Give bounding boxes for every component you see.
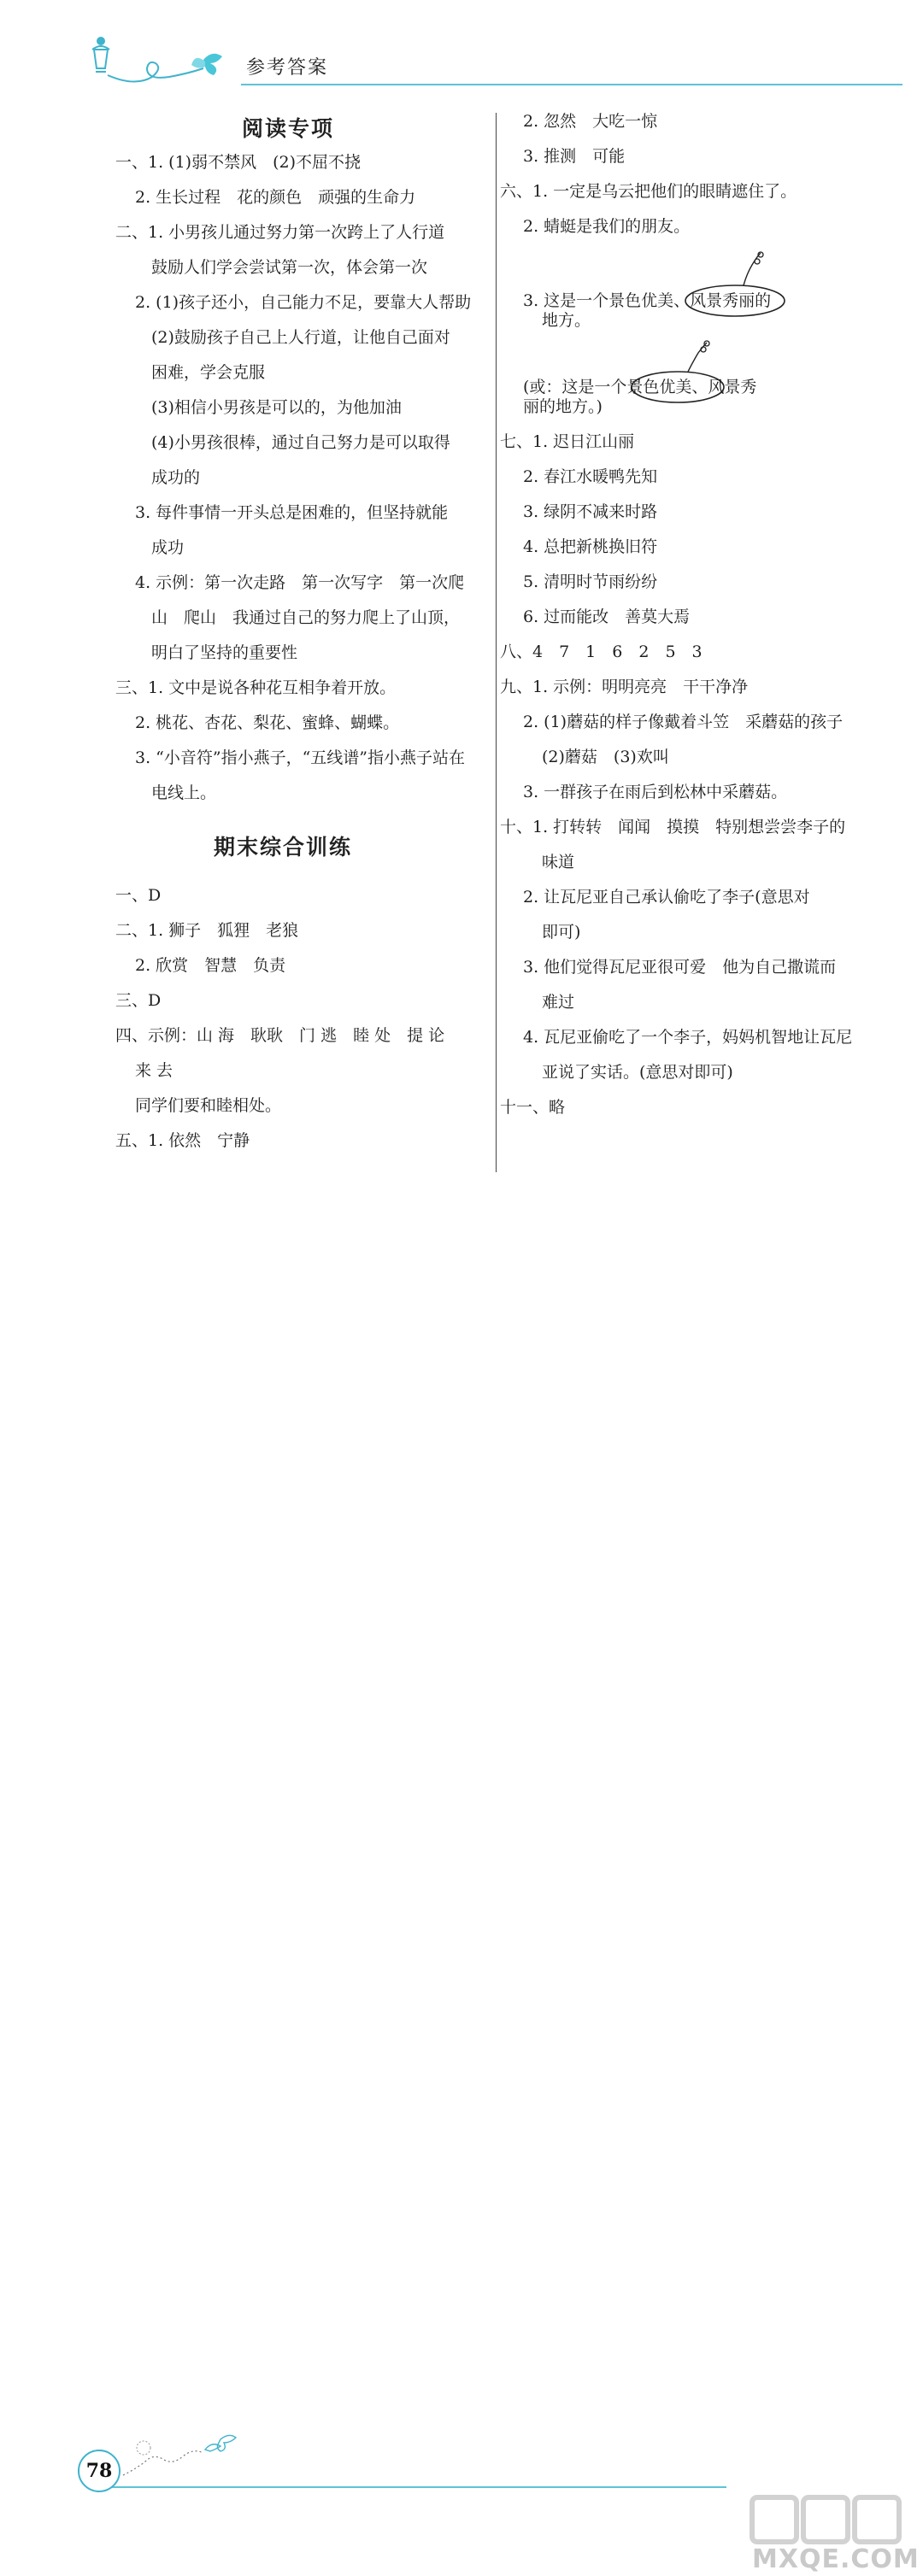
answer-line: 6. 过而能改 善莫大焉 <box>523 607 691 626</box>
header-title: 参考答案 <box>246 57 329 79</box>
answer-line: 2. 桃花、杏花、梨花、蜜蜂、蝴蝶。 <box>135 713 400 732</box>
answer-line: 亚说了实话。(意思对即可) <box>542 1063 733 1082</box>
answer-line: 地方。 <box>542 311 591 330</box>
answer-line: 十、1. 打转转 闻闻 摸摸 特别想尝尝李子的 <box>500 818 846 836</box>
answer-line: 2. 忽然 大吃一惊 <box>523 112 658 131</box>
answer-line: 五、1. 依然 宁静 <box>115 1131 250 1150</box>
answer-line: 电线上。 <box>151 783 217 802</box>
answer-line: 4. 瓦尼亚偷吃了一个李子，妈妈机智地让瓦尼 <box>523 1028 853 1047</box>
answer-line: 即可) <box>542 923 581 942</box>
answer-line: 四、示例：山 海 耿耿 门 逃 睦 处 提 论 <box>115 1026 445 1045</box>
answer-line: 来 去 <box>135 1061 173 1080</box>
answer-line: 3. 推测 可能 <box>523 147 626 166</box>
bird-trail-decoration-icon <box>120 2431 248 2482</box>
answer-line: 二、1. 小男孩儿通过努力第一次跨上了人行道 <box>115 223 445 242</box>
answer-line: (4)小男孩很棒，通过自己努力是可以取得 <box>151 433 450 452</box>
answer-line: (3)相信小男孩是可以的，为他加油 <box>151 398 402 417</box>
answer-line: 2. 欣赏 智慧 负责 <box>135 956 286 975</box>
answer-line: 七、1. 迟日江山丽 <box>500 432 635 451</box>
answer-line: 2. 生长过程 花的颜色 顽强的生命力 <box>135 188 416 207</box>
answer-line: 3. 每件事情一开头总是困难的，但坚持就能 <box>135 503 449 522</box>
answer-line: 六、1. 一定是乌云把他们的眼睛遮住了。 <box>500 182 797 201</box>
lantern-butterfly-decoration-icon <box>84 34 246 94</box>
answer-line: 困难，学会克服 <box>151 363 266 382</box>
answer-line: 味道 <box>542 853 575 871</box>
answer-line: 八、4 7 1 6 2 5 3 <box>500 643 703 661</box>
page-number: 78 <box>78 2450 121 2492</box>
answer-line: 十一、略 <box>500 1098 566 1117</box>
answer-line: 一、D <box>115 886 162 905</box>
answer-line: 九、1. 示例：明明亮亮 干干净净 <box>500 678 749 696</box>
answer-line: 鼓励人们学会尝试第一次，体会第一次 <box>151 258 428 277</box>
answer-line: 三、1. 文中是说各种花互相争着开放。 <box>115 678 397 697</box>
answer-line: 5. 清明时节雨纷纷 <box>523 572 658 591</box>
answer-line: 2. (1)蘑菇的样子像戴着斗笠 采蘑菇的孩子 <box>523 713 844 731</box>
edit-mark-swap-icon <box>628 337 731 409</box>
header-rule <box>241 84 902 85</box>
answer-line: 三、D <box>115 991 162 1010</box>
answer-line: 2. 让瓦尼亚自己承认偷吃了李子(意思对 <box>523 888 810 907</box>
watermark-text: MXQE.COM <box>752 2544 920 2574</box>
answer-line: 3. 绿阴不减来时路 <box>523 502 658 521</box>
page-footer <box>0 1213 923 2574</box>
answer-line: 成功的 <box>151 468 201 487</box>
answer-line: 明白了坚持的重要性 <box>151 643 298 662</box>
answer-line: 3. 他们觉得瓦尼亚很可爱 他为自己撒谎而 <box>523 958 837 977</box>
section-heading-reading: 阅读专项 <box>242 116 335 141</box>
column-divider <box>496 113 497 1172</box>
footer-rule <box>111 2486 726 2488</box>
answer-line: 2. 蜻蜓是我们的朋友。 <box>523 217 691 236</box>
section-heading-final-review: 期末综合训练 <box>214 835 353 860</box>
answer-line: 3. “小音符”指小燕子，“五线谱”指小燕子站在 <box>135 748 466 767</box>
answer-line: 山 爬山 我通过自己的努力爬上了山顶， <box>151 608 461 627</box>
answer-line: 4. 示例：第一次走路 第一次写字 第一次爬 <box>135 573 465 592</box>
answer-line: 3. 这是一个景色优美、风景秀丽的 <box>523 291 772 310</box>
page-header <box>0 0 923 94</box>
answer-line: 一、1. (1)弱不禁风 (2)不屈不挠 <box>115 153 361 172</box>
answer-line: 难过 <box>542 993 575 1012</box>
answer-line: 2. (1)孩子还小，自己能力不足，要靠大人帮助 <box>135 293 472 312</box>
answer-line: 同学们要和睦相处。 <box>135 1096 282 1115</box>
answer-line: (2)鼓励孩子自己上人行道，让他自己面对 <box>151 328 450 347</box>
answer-line: 二、1. 狮子 狐狸 老狼 <box>115 921 299 940</box>
answer-line: 丽的地方。) <box>523 397 603 416</box>
answer-line: 2. 春江水暖鸭先知 <box>523 467 658 486</box>
answer-line: (2)蘑菇 (3)欢叫 <box>542 748 669 766</box>
answer-line: (或：这是一个景色优美、风景秀 <box>523 378 757 396</box>
answer-line: 4. 总把新桃换旧符 <box>523 537 658 556</box>
answer-line: 成功 <box>151 538 185 557</box>
answer-line: 3. 一群孩子在雨后到松林中采蘑菇。 <box>523 783 788 801</box>
